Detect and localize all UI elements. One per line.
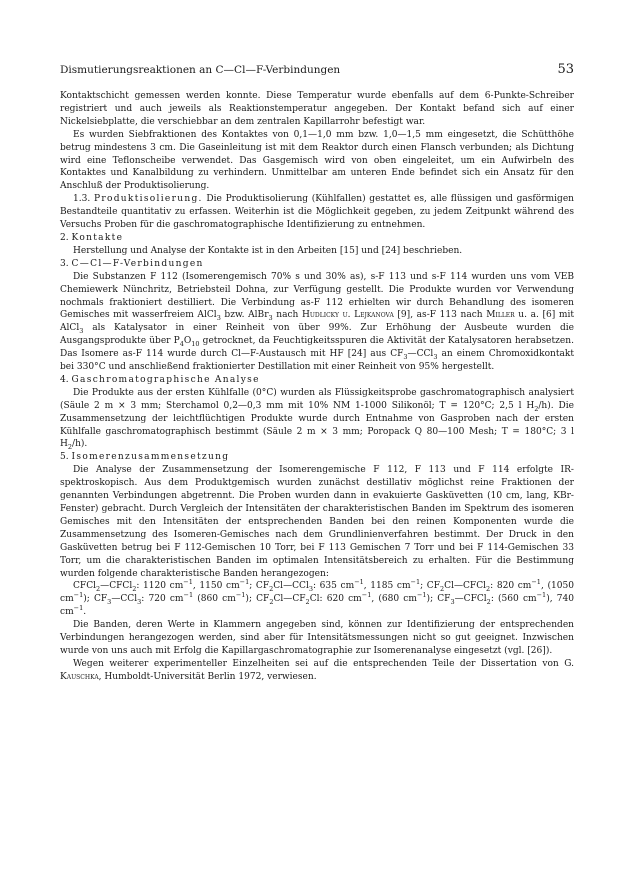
- paragraph: [60, 658, 574, 684]
- text-run: Cl—CCl: [273, 581, 309, 592]
- subscript: 2: [67, 443, 73, 452]
- text-run: , (680 cm: [371, 594, 417, 605]
- running-title: Dismutierungsreaktionen an C—Cl—F-Verbindungen: [60, 64, 341, 76]
- text-run: [9], as-F 113 nach: [393, 310, 487, 321]
- text-run: : 635 cm: [313, 581, 355, 592]
- text-run: : 720 cm: [141, 594, 184, 605]
- text-run: ); CF: [245, 594, 270, 605]
- page-number: 53: [557, 62, 574, 77]
- section-number: 5.: [60, 452, 69, 463]
- band-list: [60, 580, 574, 619]
- subscript: 2: [269, 598, 274, 607]
- section-title: Produktisolierung.: [93, 194, 203, 205]
- section-text: Die Produktisolierung (Kühlfallen) gestattet es, alle flüssigen und gasförmigen Bestandteile quantitativ zu erfassen. Weiterhin ist die Möglichkeit gegeben, zu jedem Zeitpunkt während des Versuchs Proben für die gaschromatographische Identifizierung zu entnehmen.: [60, 194, 574, 231]
- section-heading: [60, 232, 574, 245]
- subscript: 2: [96, 585, 101, 594]
- subscript: 2: [486, 598, 491, 607]
- paragraph: Herstellung und Analyse der Kontakte ist in den Arbeiten [15] und [24] beschrieben.: [73, 245, 463, 256]
- subscript: 2: [269, 585, 274, 594]
- text-run: : (560 cm: [490, 594, 537, 605]
- subscript: 3: [403, 352, 408, 361]
- section-title: Isomerenzusammensetzung: [71, 452, 230, 463]
- section-product-isolation: [60, 193, 574, 232]
- subscript: 2: [305, 598, 310, 607]
- paragraph: [60, 387, 574, 452]
- section-heading: [60, 451, 574, 464]
- subscript: 4: [179, 340, 184, 349]
- subscript: 3: [79, 327, 84, 336]
- paragraph: Kontaktschicht gemessen werden konnte. Diese Temperatur wurde ebenfalls auf dem 6-Punkte-Schreiber registriert und auch jeweils als Reaktionstemperatur angegeben. Der Kontakt befand sich auf einer Nickelsiebplatte, die verschiebbar an dem zentralen Kapillarrohr befestigt war.: [60, 91, 574, 127]
- superscript: −1: [536, 591, 547, 600]
- section-title: Gaschromatographische Analyse: [71, 374, 260, 385]
- section-number: 3.: [60, 258, 69, 269]
- text-run: ); CF: [426, 594, 451, 605]
- text-run: Cl—CF: [273, 594, 306, 605]
- paragraph: Die Banden, deren Werte in Klammern angegeben sind, können zur Identifizierung der entsprechenden Verbindungen herangezogen werden, sind aber für Intensitätsmessungen nicht so gut geeignet. Inzwischen wurde von uns auch mit Erfolg die Kapillargaschromatographie zur Isomerenanalyse eingesetzt (vgl. [26]).: [60, 620, 574, 656]
- section-heading: [60, 258, 574, 271]
- text-run: ; CF: [249, 581, 270, 592]
- text-run: , 1185 cm: [363, 581, 411, 592]
- section-number: 1.3.: [73, 194, 91, 205]
- text-run: , Humboldt-Universität Berlin 1972, verwiesen.: [98, 671, 317, 682]
- subscript: 2: [440, 585, 445, 594]
- subscript: 3: [107, 598, 112, 607]
- text-run: —CFCl: [454, 594, 487, 605]
- subscript: 3: [308, 585, 313, 594]
- superscript: −1: [531, 578, 541, 587]
- text-run: Die Produkte aus der ersten Kühlfalle (0°C) wurden als Flüssigkeitsprobe gaschromatographisch analysiert (Säule 2 m × 3 mm; Sterchamol 0,2—0,3 mm mit 10% NM 1-1000 Silikonöl; T = 120°C; 2,5 l H: [60, 387, 574, 411]
- subscript: 3: [216, 314, 221, 323]
- paragraph: [60, 271, 574, 374]
- author-name: Kauschka: [60, 671, 99, 682]
- text-run: an einem Chromoxidkontakt bei 330°C und anschließend fraktionierter Destillation mit einer Reinheit von 95% hergestellt.: [60, 349, 574, 373]
- text-run: Cl—CFCl: [444, 581, 487, 592]
- superscript: −1: [416, 591, 427, 600]
- text-run: Cl: 620 cm: [309, 594, 362, 605]
- text-run: Wegen weiterer experimenteller Einzelheiten sei auf die entsprechenden Teile der Dissertation von G.: [73, 658, 574, 669]
- text-run: /h).: [72, 439, 88, 450]
- paragraph: Es wurden Siebfraktionen des Kontaktes von 0,1—1,0 mm bzw. 1,0—1,5 mm eingesetzt, die Schütthöhe betrug mindestens 3 cm. Die Gaseinleitung ist mit dem Reaktor durch einen Flansch verbunden; als Dichtung wird eine Teflonscheibe verwendet. Das Gasgemisch wird von oben eingeleitet, um ein Aufwirbeln des Kontaktes und Kanalbildung zu verhindern. Unmittelbar am unteren Ende befindet sich ein Ansatz für den Anschluß der Produktisolierung.: [60, 129, 574, 192]
- text-run: getrocknet, da Feuchtigkeitsspuren die Aktivität der Katalysatoren herabsetzen. Das Isomere as-F 114 wurde durch Cl—F-Austausch mit HF [24] aus CF: [60, 336, 574, 360]
- subscript: 2: [534, 404, 539, 413]
- text-run: —CCl: [407, 349, 434, 360]
- subscript: 2: [132, 585, 137, 594]
- running-header: [60, 62, 574, 77]
- body-text: [60, 90, 574, 684]
- subscript: 2: [486, 585, 491, 594]
- text-run: /h). Die Zusammensetzung der leichtflüchtigen Produkte wurde durch Entnahme von Gasproben nach der ersten Kühlfalle gaschromatographisch bestimmt (Säule 2 m × 3 mm; Poropack Q 80—100 Mesh; T = 180°C; 3 l H: [60, 400, 574, 450]
- superscript: −1: [354, 578, 364, 587]
- text-run: ; CF: [420, 581, 440, 592]
- text-run: Die Substanzen F 112 (Isomerengemisch 70% s und 30% as), s-F 113 und s-F 114 wurden uns vom VEB Chemiewerk Nünchritz, Betriebsteil Dohna, zur Verfügung gestellt. Die Produkte wurden vor Verwendung nochmals fraktioniert destilliert. Die Verbindung as-F 112 erhielten wir durch Behandlung des isomeren Gemisches mit wasserfreiem AlCl: [60, 271, 574, 321]
- text-run: , 1150 cm: [192, 581, 240, 592]
- paragraph: Die Analyse der Zusammensetzung der Isomerengemische F 112, F 113 und F 114 erfolgte IR-spektroskopisch. Aus dem Produktgemisch wurden zunächst destillativ möglichst reine Fraktionen der genannten Verbindungen abgetrennt. Die Proben wurden dann in evakuierte Gasküvetten (10 cm, lang, KBr-Fenster) gebracht. Durch Vergleich der Intensitäten der charakteristischen Banden im Spektrum des isomeren Gemisches mit den Intensitäten der entsprechenden Banden bei den reinen Komponenten wurde die Zusammensetzung des Isomeren-Gemisches nach dem Grundlinienverfahren bestimmt. Der Druck in den Gasküvetten betrug bei F 112-Gemischen 10 Torr, bei F 113 Gemischen 7 Torr und bei F 114-Gemischen 33 Torr, um die charakteristischen Banden im optimalen Intensitätsbereich zu erhalten. Für die Bestimmung wurden folgende charakteristische Banden herangezogen:: [60, 465, 574, 579]
- section-title: C—Cl—F-Verbindungen: [71, 258, 204, 269]
- text-run: bzw. AlBr: [220, 310, 269, 321]
- superscript: −1: [183, 578, 193, 587]
- subscript: 3: [137, 598, 142, 607]
- text-run: CFCl: [73, 581, 97, 592]
- text-run: , (1050 cm: [60, 581, 574, 605]
- superscript: −1: [183, 591, 194, 600]
- text-run: —CFCl: [100, 581, 133, 592]
- superscript: −1: [361, 591, 372, 600]
- section-title: Kontakte: [71, 232, 124, 243]
- text-run: : 1120 cm: [136, 581, 184, 592]
- subscript: 3: [450, 598, 455, 607]
- subscript: 3: [268, 314, 273, 323]
- section-number: 4.: [60, 374, 69, 385]
- text-run: ), 740 cm: [60, 594, 575, 618]
- text-run: u. a. [6] mit AlCl: [60, 310, 574, 334]
- author-name: Miller: [486, 310, 515, 321]
- superscript: −1: [239, 578, 250, 587]
- superscript: −1: [73, 604, 84, 613]
- author-name: Hudlicky u. Lejkanova: [301, 310, 394, 321]
- subscript: 10: [191, 340, 200, 349]
- section-heading: [60, 374, 574, 387]
- text-run: —CCl: [111, 594, 138, 605]
- text-run: .: [83, 607, 87, 618]
- text-run: : 820 cm: [490, 581, 532, 592]
- superscript: −1: [73, 591, 84, 600]
- text-run: ); CF: [83, 594, 108, 605]
- text-run: (860 cm: [193, 594, 236, 605]
- superscript: −1: [235, 591, 246, 600]
- section-number: 2.: [60, 232, 69, 243]
- text-run: O: [183, 336, 192, 347]
- subscript: 3: [433, 352, 438, 361]
- text-run: nach: [272, 310, 302, 321]
- superscript: −1: [410, 578, 421, 587]
- text-run: als Katalysator in einer Reinheit von über 99%. Zur Erhöhung der Ausbeute wurden die Ausgangsprodukte über P: [60, 323, 574, 347]
